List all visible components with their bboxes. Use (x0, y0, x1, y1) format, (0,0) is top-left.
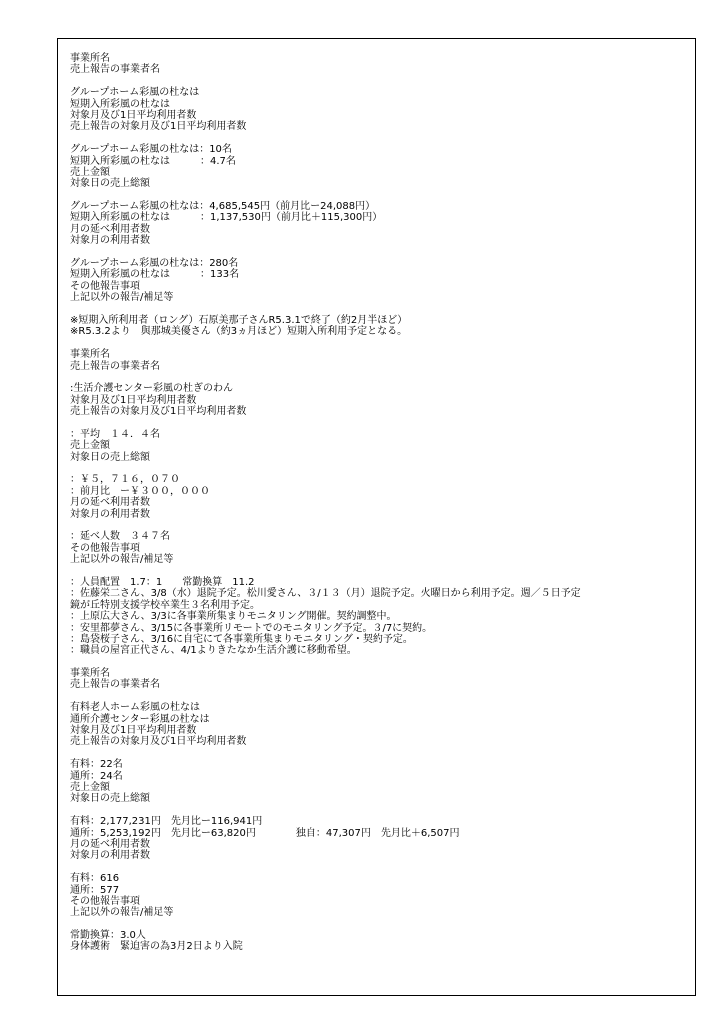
blank-line (70, 76, 685, 87)
text-line: 事業所名 (70, 349, 110, 361)
blank-line (70, 748, 685, 759)
text-line: ：佐藤栄二さん、3/8（水）退院予定。松川愛さん、３/１３（月）退院予定。火曜日から利用予定。週／５日予定 (70, 588, 581, 600)
text-line: ：￥５，７１６，０７０ (70, 474, 180, 486)
text-line: グループホーム彩風の杜なは：4,685,545円（前月比ー24,088円） (70, 201, 376, 213)
text-line: その他報告事項 (70, 542, 140, 554)
blank-line (70, 657, 685, 668)
text-line: 対象日の売上総額 (70, 793, 150, 805)
text-line: 売上金額 (70, 166, 110, 178)
text-line: 上記以外の報告/補足等 (70, 292, 174, 304)
text-line: 月の延べ利用者数 (70, 497, 150, 509)
text-line: 事業所名 (70, 53, 110, 64)
text-line: 上記以外の報告/補足等 (70, 554, 174, 566)
blank-line (70, 304, 685, 315)
text-line: 通所介護センター彩風の杜なは (70, 713, 210, 725)
blank-line (70, 805, 685, 816)
text-line: グループホーム彩風の杜なは：280名 (70, 258, 239, 270)
document-page (57, 38, 696, 996)
text-line: ：島袋桜子さん、3/16に自宅にて各事業所集まりモニタリング・契約予定。 (70, 633, 413, 645)
blank-line (70, 463, 685, 474)
text-line: 売上報告の事業者名 (70, 64, 160, 76)
text-line: 月の延べ利用者数 (70, 223, 150, 235)
text-line: :生活介護センター彩風の杜ぎのわん (70, 383, 233, 395)
text-line: ：上原広大さん、3/3に各事業所集まりモニタリング開催。契約調整中。 (70, 611, 397, 623)
report-text (70, 53, 685, 953)
text-line: 短期入所彩風の杜なは ：133名 (70, 269, 240, 281)
text-line: ：人員配置 1.7：1 常勤換算 11.2 (70, 576, 255, 588)
blank-line (70, 919, 685, 930)
blank-line (70, 566, 685, 577)
text-line: 売上報告の事業者名 (70, 360, 160, 372)
text-line: 対象月及び1日平均利用者数 (70, 725, 197, 737)
text-line: 有料：616 (70, 873, 120, 885)
text-line: ：延べ人数 ３４７名 (70, 531, 170, 543)
blank-line (70, 520, 685, 531)
text-line: 常勤換算：3.0人 (70, 930, 146, 942)
text-line: 通所：577 (70, 884, 120, 896)
text-line: ：平均 １４．４名 (70, 428, 160, 440)
text-line: ：職員の屋宮正代さん、4/1よりきたなか生活介護に移動希望。 (70, 645, 357, 657)
text-line: 有料：2,177,231円 先月比ー116,941円 (70, 816, 263, 828)
text-line: 事業所名 (70, 668, 110, 680)
text-line: 有料：22名 (70, 759, 123, 771)
text-line: 対象月の利用者数 (70, 508, 150, 520)
text-line: ：前月比 ー￥３００，０００ (70, 485, 210, 497)
text-line: 月の延べ利用者数 (70, 838, 150, 850)
text-line: 通所：5,253,192円 先月比ー63,820円 独自：47,307円 先月比＋6,507円 (70, 827, 460, 839)
blank-line (70, 372, 685, 383)
text-line: 対象月及び1日平均利用者数 (70, 394, 197, 406)
blank-line (70, 247, 685, 258)
text-line: 短期入所彩風の杜なは ：4.7名 (70, 155, 236, 167)
text-line: その他報告事項 (70, 895, 140, 907)
text-line: 対象日の売上総額 (70, 451, 150, 463)
text-line: 売上報告の対象月及び1日平均利用者数 (70, 121, 247, 133)
text-line: 有料老人ホーム彩風の杜なは (70, 702, 200, 714)
blank-line (70, 418, 685, 429)
text-line: 売上報告の対象月及び1日平均利用者数 (70, 736, 247, 748)
text-line: 通所：24名 (70, 770, 123, 782)
text-line: 売上金額 (70, 440, 110, 452)
blank-line (70, 190, 685, 201)
text-line: グループホーム彩風の杜なは：10名 (70, 144, 232, 156)
text-line: 身体護術 緊迫害の為3月2日より入院 (70, 941, 243, 953)
text-line: ※R5.3.2より 與那城美優さん（約3ヵ月ほど）短期入所利用予定となる。 (70, 326, 408, 338)
blank-line (70, 133, 685, 144)
text-line: ：安里都夢さん、3/15に各事業所リモートでのモニタリング予定。３/7に契約。 (70, 622, 433, 634)
text-line: 上記以外の報告/補足等 (70, 907, 174, 919)
text-line: グループホーム彩風の杜なは (70, 87, 200, 99)
text-line: 対象月及び1日平均利用者数 (70, 109, 197, 121)
text-line: 売上報告の事業者名 (70, 679, 160, 691)
blank-line (70, 862, 685, 873)
text-line: 短期入所彩風の杜なは (70, 98, 170, 110)
blank-line (70, 338, 685, 349)
text-line: 対象月の利用者数 (70, 850, 150, 862)
text-line: 売上報告の対象月及び1日平均利用者数 (70, 406, 247, 418)
text-line: 鏡が丘特別支援学校卒業生３名利用予定。 (70, 599, 260, 611)
blank-line (70, 691, 685, 702)
text-line: ※短期入所利用者（ロング）石原美那子さんR5.3.1で終了（約2月半ほど） (70, 314, 408, 326)
text-line: その他報告事項 (70, 280, 140, 292)
text-line: 短期入所彩風の杜なは ：1,137,530円（前月比＋115,300円） (70, 212, 383, 224)
text-line: 売上金額 (70, 782, 110, 793)
text-line: 対象月の利用者数 (70, 235, 150, 247)
text-line: 対象日の売上総額 (70, 178, 150, 190)
